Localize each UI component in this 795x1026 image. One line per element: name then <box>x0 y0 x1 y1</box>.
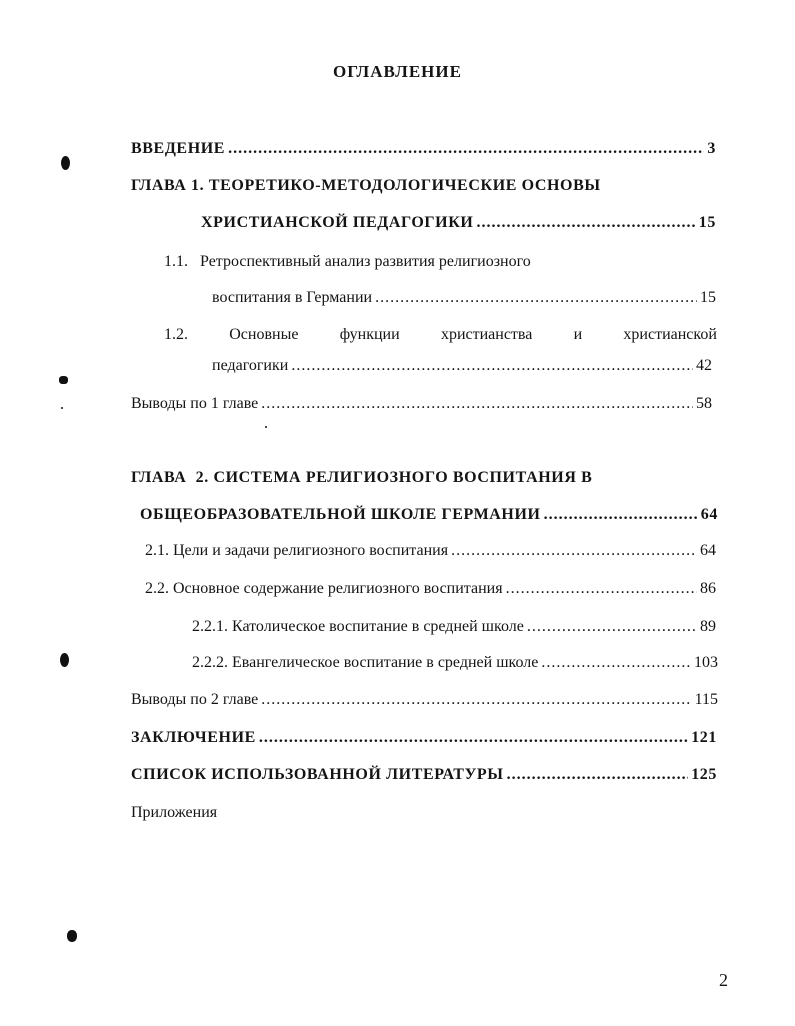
toc-entry-label: ХРИСТИАНСКОЙ ПЕДАГОГИКИ <box>201 214 474 231</box>
toc-entry-page: 64 <box>700 506 718 523</box>
toc-entry-chapter-1-title[interactable]: ГЛАВА 1. ТЕОРЕТИКО-МЕТОДОЛОГИЧЕСКИЕ ОСНОВЫ <box>131 177 601 194</box>
toc-entry-label: воспитания в Германии <box>212 289 373 306</box>
toc-entry-conclusion[interactable] <box>131 727 717 749</box>
word: 1.2. <box>164 326 188 343</box>
dot-leader <box>506 578 697 600</box>
toc-entry-page: 15 <box>700 289 716 306</box>
toc-entry-page: 3 <box>707 140 716 157</box>
word: христианства <box>440 326 533 343</box>
toc-entry-conclusions-chapter-2[interactable] <box>131 689 718 711</box>
scan-speck <box>67 930 77 942</box>
toc-entry-label: 2.2.1. Католическое воспитание в средней школе <box>192 618 524 635</box>
dot-leader <box>544 504 698 526</box>
toc-entry-page: 64 <box>700 542 716 559</box>
scan-speck <box>61 407 63 409</box>
toc-entry-label: Выводы по 2 главе <box>131 691 259 708</box>
toc-entry-label: 2.2.2. Евангелическое воспитание в средней школе <box>192 654 539 671</box>
toc-entry-section-1-2[interactable] <box>212 355 712 377</box>
scan-speck <box>61 156 70 170</box>
toc-entry-page: 125 <box>691 766 717 783</box>
toc-entry-section-2-1[interactable] <box>145 540 716 562</box>
toc-entry-label: 2.1. Цели и задачи религиозного воспитания <box>145 542 449 559</box>
word: и <box>573 326 583 343</box>
toc-entry-chapter-2-title[interactable]: ГЛАВА 2. СИСТЕМА РЕЛИГИОЗНОГО ВОСПИТАНИЯ В <box>131 469 593 486</box>
toc-entry-section-1-1[interactable] <box>212 287 716 309</box>
word: Основные <box>229 326 299 343</box>
toc-entry-references[interactable] <box>131 764 717 786</box>
page-title: ОГЛАВЛЕНИЕ <box>333 62 462 81</box>
toc-entry-label: педагогики <box>212 357 289 374</box>
toc-entry-section-2-2-1[interactable] <box>192 616 716 638</box>
toc-entry-page: 42 <box>696 357 712 374</box>
dot-leader <box>451 540 697 562</box>
toc-entry-chapter-1[interactable] <box>201 212 716 234</box>
toc-entry-appendix[interactable]: Приложения <box>131 804 218 821</box>
toc-entry-section-2-2-2[interactable] <box>192 652 718 674</box>
toc-entry-label: Выводы по 1 главе <box>131 395 259 412</box>
toc-entry-page: 15 <box>698 214 716 231</box>
dot-leader <box>228 138 704 160</box>
toc-entry-section-1-1-title[interactable]: 1.1. Ретроспективный анализ развития религиозного <box>164 253 531 270</box>
toc-entry-section-2-2[interactable] <box>145 578 716 600</box>
scan-speck <box>265 426 267 428</box>
word: функции <box>339 326 400 343</box>
page-number: 2 <box>719 970 728 990</box>
word: христианской <box>623 326 717 343</box>
toc-entry-page: 103 <box>694 654 718 671</box>
toc-entry-introduction[interactable] <box>131 138 716 160</box>
dot-leader <box>476 212 695 234</box>
toc-entry-label: СПИСОК ИСПОЛЬЗОВАННОЙ ЛИТЕРАТУРЫ <box>131 766 504 783</box>
dot-leader <box>259 727 688 749</box>
toc-entry-page: 58 <box>696 395 712 412</box>
toc-entry-chapter-2[interactable] <box>140 504 718 526</box>
toc-entry-page: 121 <box>691 729 717 746</box>
toc-entry-label: ЗАКЛЮЧЕНИЕ <box>131 729 256 746</box>
toc-entry-page: 86 <box>700 580 716 597</box>
toc-entry-page: 115 <box>694 691 718 708</box>
dot-leader <box>541 652 691 674</box>
toc-entry-page: 89 <box>700 618 716 635</box>
scan-speck <box>60 653 69 667</box>
toc-entry-label: ОБЩЕОБРАЗОВАТЕЛЬНОЙ ШКОЛЕ ГЕРМАНИИ <box>140 506 541 523</box>
dot-leader <box>527 616 697 638</box>
dot-leader <box>261 689 691 711</box>
dot-leader <box>291 355 693 377</box>
dot-leader <box>507 764 689 786</box>
toc-entry-section-1-2-title[interactable] <box>164 324 717 346</box>
dot-leader <box>261 393 693 415</box>
scan-speck <box>59 376 68 384</box>
toc-entry-conclusions-chapter-1[interactable] <box>131 393 712 415</box>
dot-leader <box>375 287 697 309</box>
toc-entry-label: ВВЕДЕНИЕ <box>131 140 226 157</box>
toc-entry-label: 2.2. Основное содержание религиозного воспитания <box>145 580 503 597</box>
